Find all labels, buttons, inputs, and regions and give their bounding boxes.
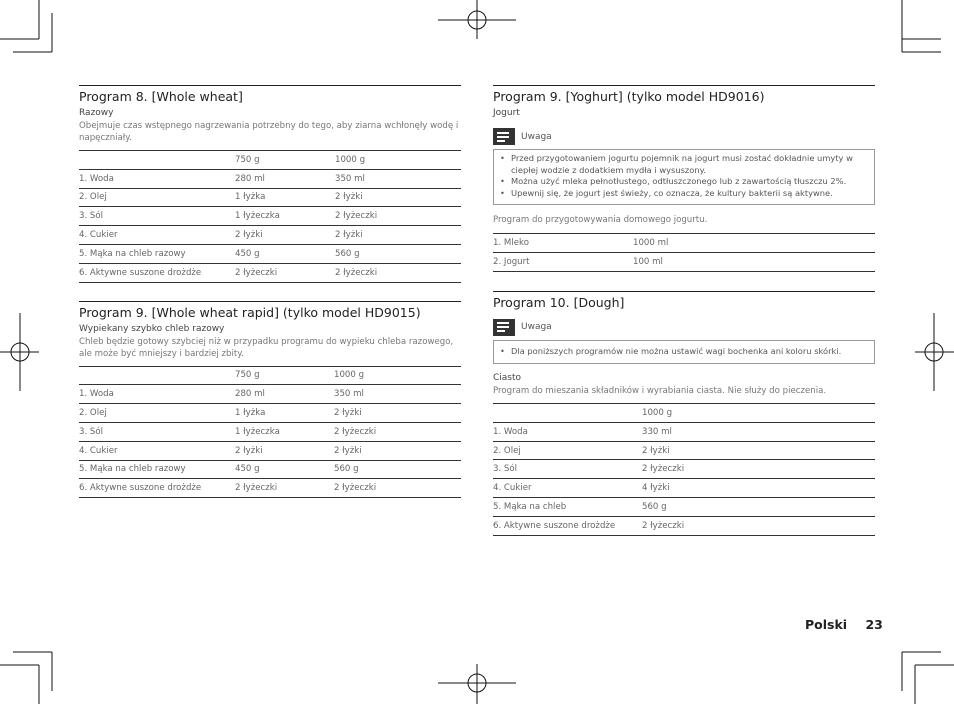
note-header: [493, 128, 875, 145]
table-row: [493, 234, 875, 253]
amount-cell: 280 ml: [235, 169, 335, 188]
amount-cell: 2 łyżeczki: [335, 263, 461, 282]
table-header-cell: 1000 g: [335, 151, 461, 170]
amount-cell: 2 łyżeczki: [235, 263, 335, 282]
amount-cell: 2 łyżeczki: [642, 516, 875, 535]
program-subtitle: Ciasto: [493, 373, 522, 384]
amount-cell: 450 g: [235, 244, 335, 263]
table-header-cell: [493, 404, 642, 423]
ingredient-cell: 5. Mąka na chleb razowy: [79, 244, 235, 263]
ingredient-cell: 3. Sól: [79, 422, 235, 441]
note-body: [493, 340, 875, 365]
table-header-cell: [79, 366, 235, 385]
table-row: [79, 422, 461, 441]
table-header-row: [493, 404, 875, 423]
ingredient-cell: 3. Sól: [493, 460, 642, 479]
program-description: Program do mieszania składników i wyrabiania ciasta. Nie służy do pieczenia.: [493, 386, 827, 397]
right-column: [493, 85, 875, 536]
program-description: Chleb będzie gotowy szybciej niż w przypadku programu do wypieku chleba razowego, ale może być mniejszy i bardziej zbity.: [79, 336, 454, 359]
table-row: [79, 169, 461, 188]
note-item: • Dla poniższych programów nie można ustawić wagi bochenka ani koloru skórki.: [500, 346, 868, 358]
page-footer: [805, 617, 883, 632]
amount-cell: 280 ml: [235, 385, 334, 404]
ingredient-cell: 6. Aktywne suszone drożdże: [493, 516, 642, 535]
table-row: [493, 516, 875, 535]
table-row: [79, 441, 461, 460]
table-header-cell: 1000 g: [334, 366, 461, 385]
amount-cell: 2 łyżeczki: [335, 207, 461, 226]
program-description: Program do przygotowywania domowego jogurtu.: [493, 215, 708, 225]
note-item: • Upewnij się, że jogurt jest świeży, co oznacza, że kultury bakterii są aktywne.: [500, 188, 868, 200]
page-number: 23: [865, 617, 883, 632]
note-header: [493, 319, 875, 336]
amount-cell: 560 g: [642, 498, 875, 517]
note-label: Uwaga: [521, 131, 552, 142]
amount-cell: 2 łyżki: [235, 226, 335, 245]
table-row: [79, 404, 461, 423]
note-item: • Przed przygotowaniem jogurtu pojemnik na jogurt musi zostać dokładnie umyty w ciepłej wodzie z dodatkiem mydła i wysuszony.: [500, 153, 868, 176]
program-9-rapid-section: [79, 301, 461, 499]
amount-cell: 2 łyżeczki: [235, 479, 334, 498]
amount-cell: 1 łyżka: [235, 188, 335, 207]
table-row: [79, 244, 461, 263]
ingredient-cell: 1. Woda: [79, 169, 235, 188]
amount-cell: 100 ml: [633, 252, 875, 271]
amount-cell: 350 ml: [334, 385, 461, 404]
ingredient-cell: 3. Sól: [79, 207, 235, 226]
amount-cell: 1 łyżka: [235, 404, 334, 423]
ingredient-cell: 1. Mleko: [493, 234, 633, 253]
amount-cell: 330 ml: [642, 422, 875, 441]
program-9-yoghurt-section: [493, 85, 875, 272]
table-header-cell: 750 g: [235, 366, 334, 385]
table-header-cell: 1000 g: [642, 404, 875, 423]
note-list: [494, 341, 874, 364]
ingredients-table: [493, 233, 875, 272]
table-row: [493, 441, 875, 460]
ingredient-cell: 5. Mąka na chleb razowy: [79, 460, 235, 479]
amount-cell: 2 łyżeczki: [642, 460, 875, 479]
amount-cell: 2 łyżki: [235, 441, 334, 460]
table-row: [79, 479, 461, 498]
program-8-section: [79, 85, 461, 283]
ingredient-cell: 2. Olej: [79, 188, 235, 207]
left-column: [79, 85, 461, 498]
program-10-dough-section: [493, 291, 875, 536]
ingredients-table: [493, 403, 875, 536]
note-item: • Można użyć mleka pełnotłustego, odtłuszczonego lub z zawartością tłuszczu 2%.: [500, 176, 868, 188]
note-body: [493, 149, 875, 205]
table-header-row: [79, 366, 461, 385]
note-icon: [493, 319, 515, 336]
program-subtitle: Wypiekany szybko chleb razowy: [79, 323, 225, 334]
program-title: Program 10. [Dough]: [493, 291, 875, 311]
table-row: [493, 498, 875, 517]
note-icon: [493, 128, 515, 145]
footer-language: Polski: [805, 617, 848, 632]
ingredient-cell: 4. Cukier: [493, 479, 642, 498]
amount-cell: 450 g: [235, 460, 334, 479]
ingredient-cell: 6. Aktywne suszone drożdże: [79, 263, 235, 282]
amount-cell: 4 łyżki: [642, 479, 875, 498]
table-header-cell: 750 g: [235, 151, 335, 170]
amount-cell: 1 łyżeczka: [235, 207, 335, 226]
table-row: [79, 385, 461, 404]
ingredients-table: [79, 366, 461, 499]
table-row: [493, 422, 875, 441]
program-description: Obejmuje czas wstępnego nagrzewania potrzebny do tego, aby ziarna wchłonęły wodę i napęczniały.: [79, 121, 459, 143]
amount-cell: 350 ml: [335, 169, 461, 188]
ingredient-cell: 1. Woda: [79, 385, 235, 404]
amount-cell: 2 łyżki: [335, 188, 461, 207]
table-row: [79, 226, 461, 245]
program-title: Program 9. [Whole wheat rapid] (tylko model HD9015): [79, 301, 461, 321]
amount-cell: 2 łyżki: [334, 441, 461, 460]
table-row: [79, 207, 461, 226]
note-box: [493, 319, 875, 365]
table-row: [493, 479, 875, 498]
amount-cell: 560 g: [334, 460, 461, 479]
program-title: Program 8. [Whole wheat]: [79, 85, 461, 105]
note-list: [494, 150, 874, 204]
ingredient-cell: 6. Aktywne suszone drożdże: [79, 479, 235, 498]
amount-cell: 1 łyżeczka: [235, 422, 334, 441]
ingredient-cell: 2. Jogurt: [493, 252, 633, 271]
table-row: [79, 263, 461, 282]
table-header-row: [79, 151, 461, 170]
ingredient-cell: 4. Cukier: [79, 226, 235, 245]
amount-cell: 2 łyżeczki: [334, 479, 461, 498]
ingredient-cell: 5. Mąka na chleb: [493, 498, 642, 517]
ingredient-cell: 1. Woda: [493, 422, 642, 441]
note-box: [493, 128, 875, 205]
table-row: [493, 460, 875, 479]
table-header-cell: [79, 151, 235, 170]
amount-cell: 2 łyżki: [335, 226, 461, 245]
amount-cell: 1000 ml: [633, 234, 875, 253]
amount-cell: 560 g: [335, 244, 461, 263]
amount-cell: 2 łyżki: [334, 404, 461, 423]
amount-cell: 2 łyżki: [642, 441, 875, 460]
ingredient-cell: 4. Cukier: [79, 441, 235, 460]
note-label: Uwaga: [521, 322, 552, 333]
ingredient-cell: 2. Olej: [493, 441, 642, 460]
ingredients-table: [79, 150, 461, 283]
program-subtitle: Razowy: [79, 108, 114, 118]
table-row: [79, 188, 461, 207]
ingredient-cell: 2. Olej: [79, 404, 235, 423]
table-row: [493, 252, 875, 271]
program-subtitle: Jogurt: [493, 108, 520, 118]
table-row: [79, 460, 461, 479]
program-title: Program 9. [Yoghurt] (tylko model HD9016): [493, 85, 875, 105]
amount-cell: 2 łyżeczki: [334, 422, 461, 441]
